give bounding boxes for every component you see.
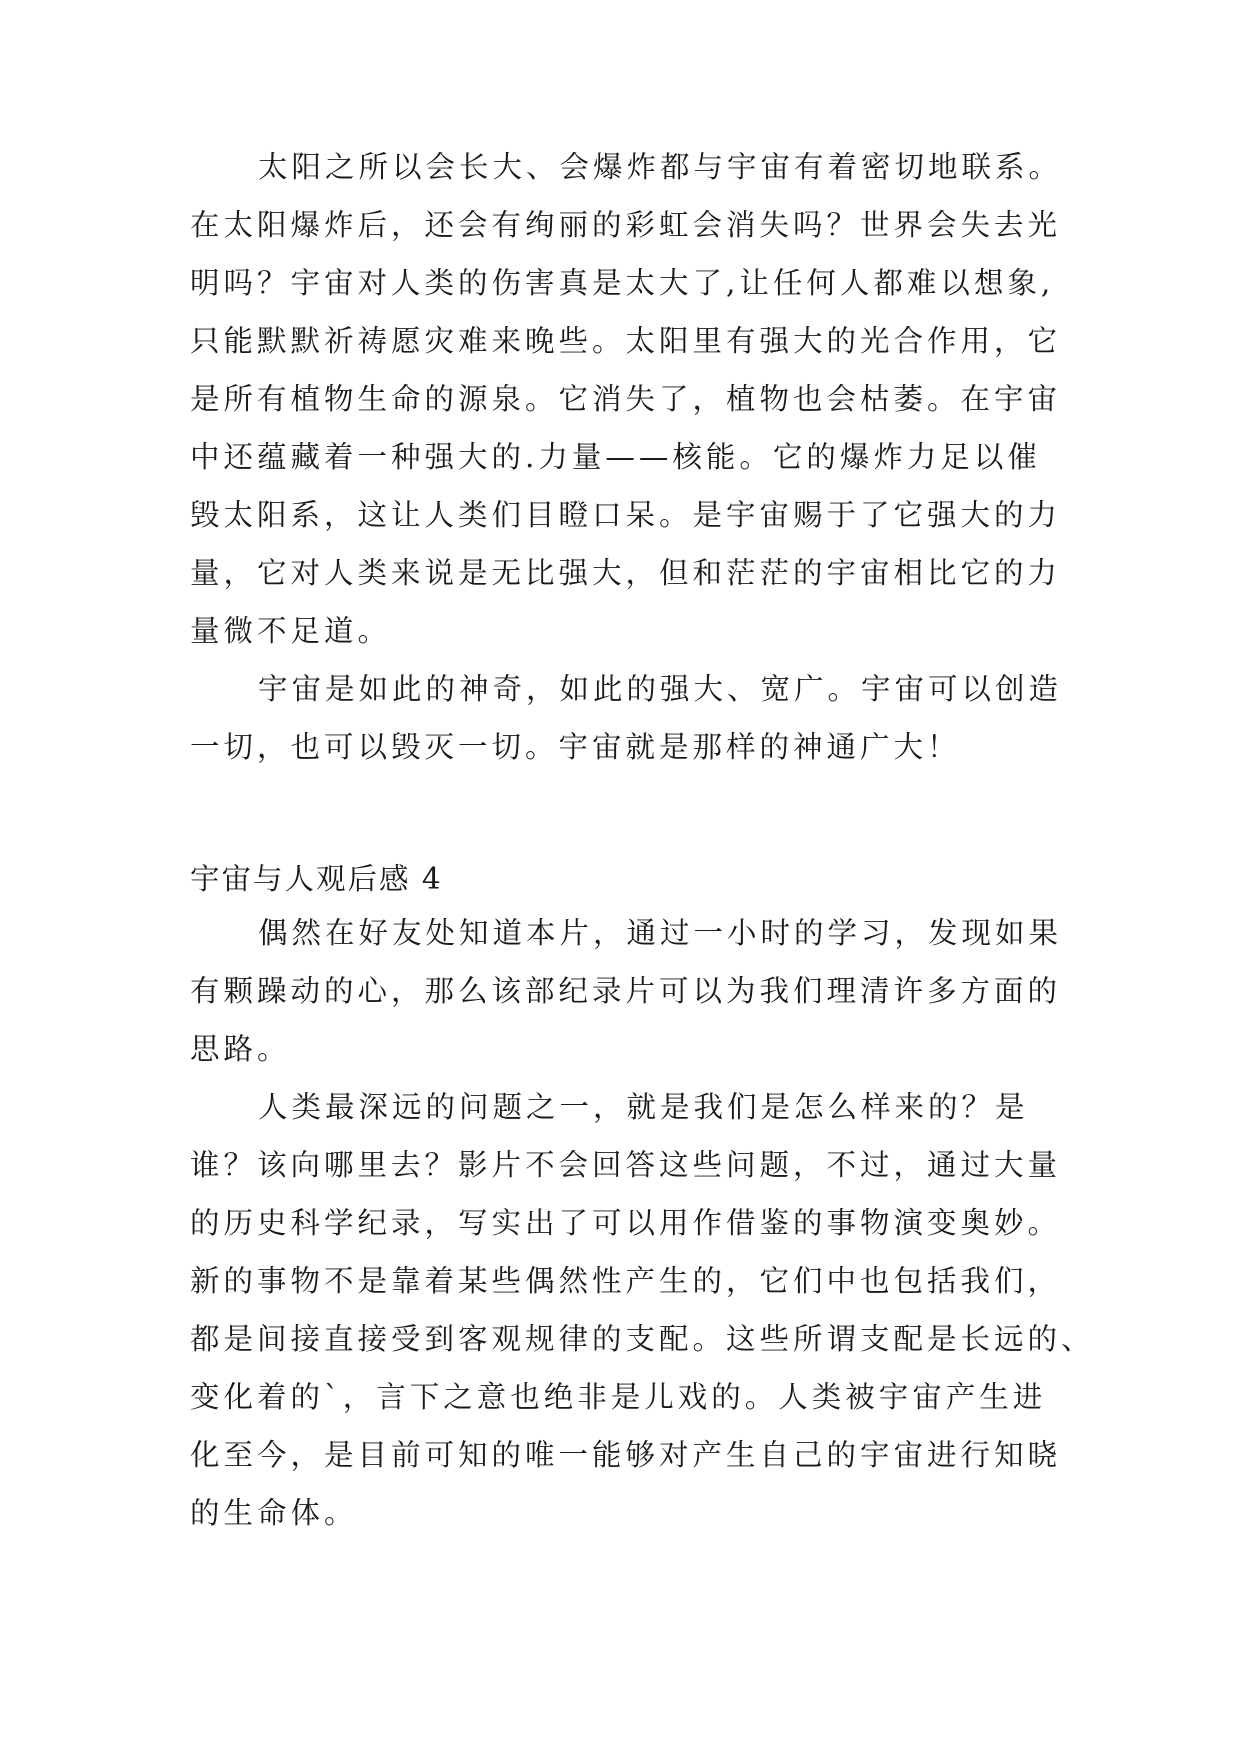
text-line: 有颗躁动的心，那么该部纪录片可以为我们理清许多方面的 <box>190 974 1062 1008</box>
text-line: 思路。 <box>190 1032 291 1066</box>
text-line: 量微不足道。 <box>190 614 392 648</box>
text-line: 都是间接直接受到客观规律的支配。这些所谓支配是长远的、 <box>190 1322 1095 1356</box>
text-line: 明吗？宇宙对人类的伤害真是太大了,让任何人都难以想象, <box>190 266 1055 300</box>
text-line: 只能默默祈祷愿灾难来晚些。太阳里有强大的光合作用，它 <box>190 324 1062 358</box>
text-line: 毁太阳系，这让人类们目瞪口呆。是宇宙赐于了它强大的力 <box>190 498 1062 532</box>
text-line: 宇宙是如此的神奇，如此的强大、宽广。宇宙可以创造 <box>258 672 1063 706</box>
section-title-block <box>190 850 1090 908</box>
text-line: 量，它对人类来说是无比强大，但和茫茫的宇宙相比它的力 <box>190 556 1062 590</box>
paragraph-3 <box>190 904 1090 1078</box>
text-line: 化至今，是目前可知的唯一能够对产生自己的宇宙进行知晓 <box>190 1438 1062 1472</box>
text-line: 新的事物不是靠着某些偶然性产生的，它们中也包括我们， <box>190 1264 1062 1298</box>
text-line: 人类最深远的问题之一，就是我们是怎么样来的？是 <box>258 1090 1029 1124</box>
text-line: 在太阳爆炸后，还会有绚丽的彩虹会消失吗？世界会失去光 <box>190 208 1062 242</box>
text-line: 一切，也可以毁灭一切。宇宙就是那样的神通广大！ <box>190 730 961 764</box>
text-line: 偶然在好友处知道本片，通过一小时的学习，发现如果 <box>258 916 1063 950</box>
text-line: 太阳之所以会长大、会爆炸都与宇宙有着密切地联系。 <box>258 150 1063 184</box>
text-line: 变化着的`，言下之意也绝非是儿戏的。人类被宇宙产生进 <box>190 1380 1047 1414</box>
text-line: 的生命体。 <box>190 1496 358 1530</box>
text-line: 中还蕴藏着一种强大的.力量——核能。它的爆炸力足以催 <box>190 440 1041 474</box>
paragraph-4 <box>190 1078 1095 1542</box>
paragraph-1 <box>190 138 1090 660</box>
text-line: 的历史科学纪录，写实出了可以用作借鉴的事物演变奥妙。 <box>190 1206 1062 1240</box>
text-line: 是所有植物生命的源泉。它消失了，植物也会枯萎。在宇宙 <box>190 382 1062 416</box>
section-title: 宇宙与人观后感 4 <box>190 862 443 896</box>
paragraph-2 <box>190 660 1090 776</box>
text-line: 谁？该向哪里去？影片不会回答这些问题，不过，通过大量 <box>190 1148 1062 1182</box>
